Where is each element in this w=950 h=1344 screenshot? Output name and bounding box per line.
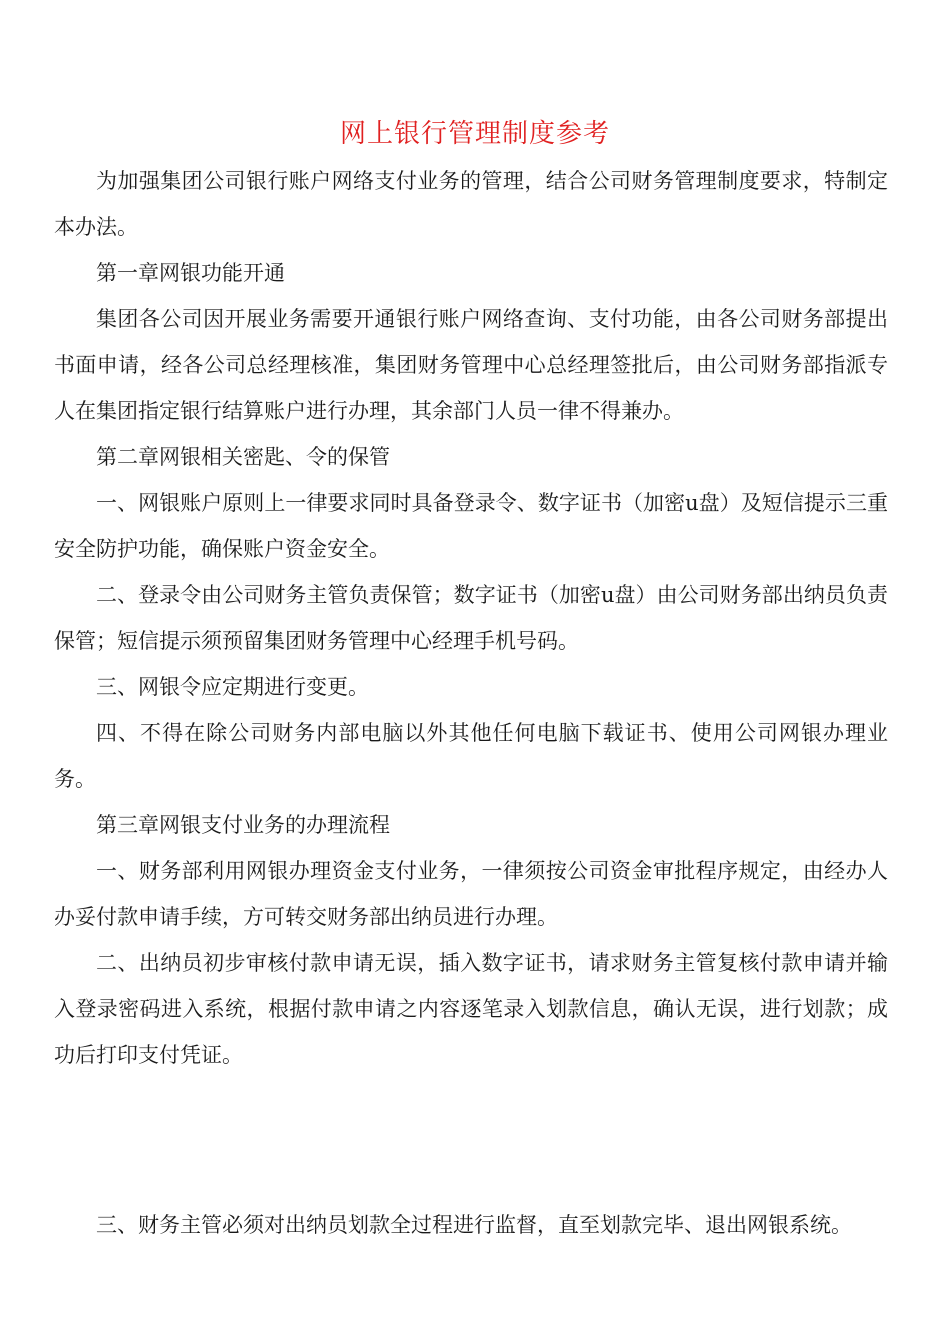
paragraph: 一、财务部利用网银办理资金支付业务，一律须按公司资金审批程序规定，由经办人办妥付款申请手续，方可转交财务部出纳员进行办理。 bbox=[54, 859, 888, 929]
document-tail bbox=[54, 1210, 888, 1240]
chapter-heading-2: 第二章网银相关密匙、令的保管 bbox=[96, 445, 390, 469]
paragraph: 四、不得在除公司财务内部电脑以外其他任何电脑下载证书、使用公司网银办理业务。 bbox=[54, 721, 888, 791]
paragraph: 二、出纳员初步审核付款申请无误，插入数字证书，请求财务主管复核付款申请并输入登录密码进入系统，根据付款申请之内容逐笔录入划款信息，确认无误，进行划款；成功后打印支付凭证。 bbox=[54, 951, 888, 1067]
paragraph: 三、网银令应定期进行变更。 bbox=[96, 675, 369, 699]
chapter-heading-3: 第三章网银支付业务的办理流程 bbox=[96, 813, 390, 837]
paragraph: 集团各公司因开展业务需要开通银行账户网络查询、支付功能，由各公司财务部提出书面申请，经各公司总经理核准，集团财务管理中心总经理签批后，由公司财务部指派专人在集团指定银行结算账户进行办理，其余部门人员一律不得兼办。 bbox=[54, 307, 888, 423]
paragraph-intro: 为加强集团公司银行账户网络支付业务的管理，结合公司财务管理制度要求，特制定本办法。 bbox=[54, 169, 888, 239]
document-title: 网上银行管理制度参考 bbox=[339, 119, 610, 149]
document-body bbox=[54, 158, 888, 1078]
chapter-heading-1: 第一章网银功能开通 bbox=[96, 261, 285, 285]
paragraph: 二、登录令由公司财务主管负责保管；数字证书（加密u盘）由公司财务部出纳员负责保管；短信提示须预留集团财务管理中心经理手机号码。 bbox=[54, 583, 888, 653]
paragraph-tail: 三、财务主管必须对出纳员划款全过程进行监督，直至划款完毕、退出网银系统。 bbox=[96, 1213, 852, 1237]
paragraph: 一、网银账户原则上一律要求同时具备登录令、数字证书（加密u盘）及短信提示三重安全防护功能，确保账户资金安全。 bbox=[54, 491, 888, 561]
